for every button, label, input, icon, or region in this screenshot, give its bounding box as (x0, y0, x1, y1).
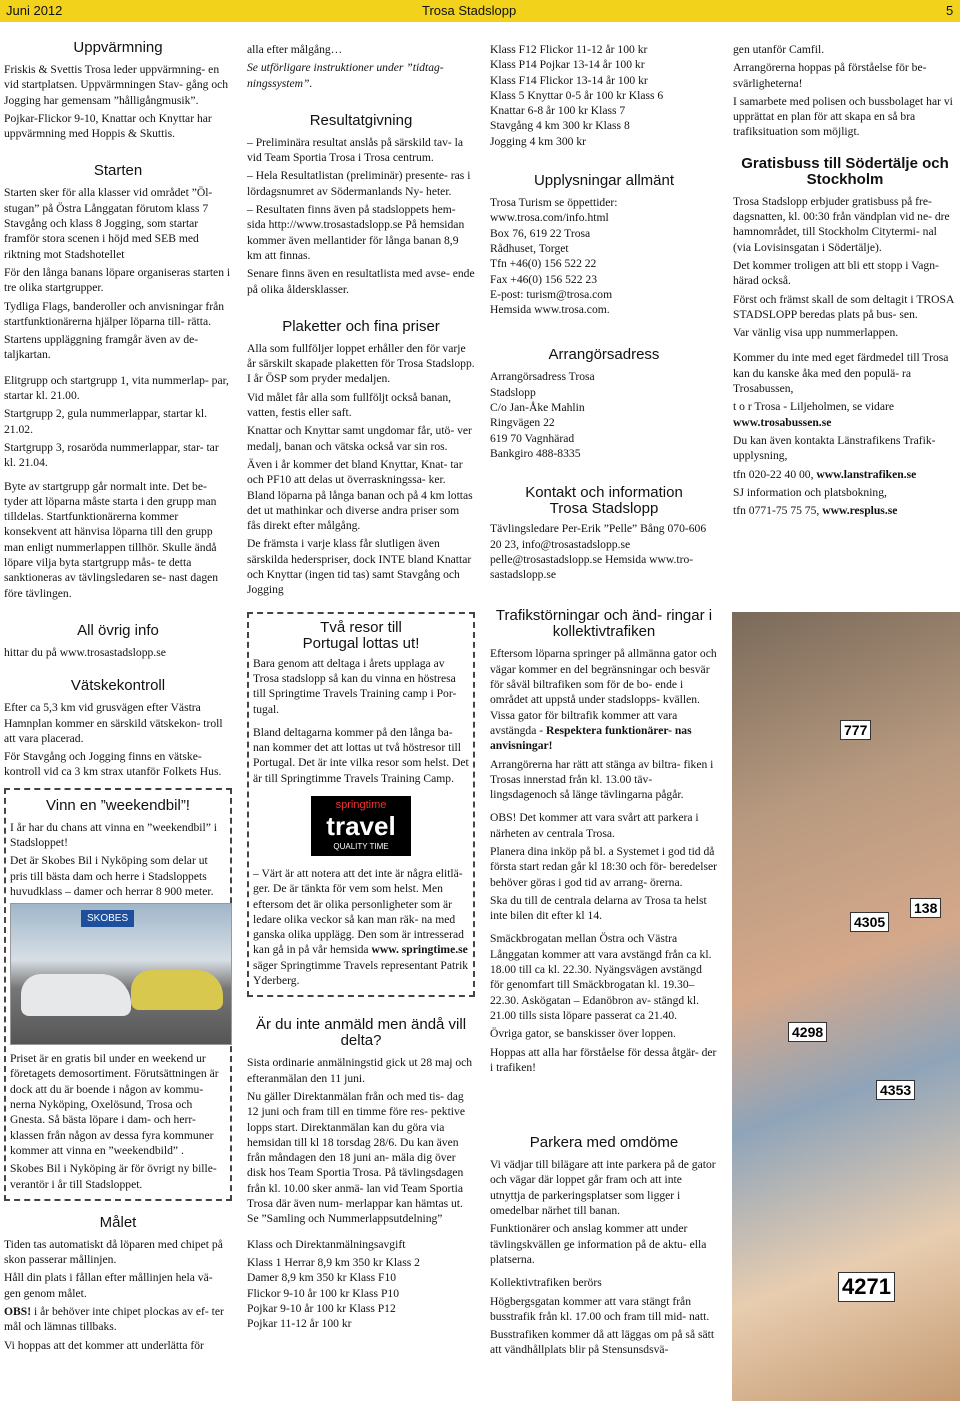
header-date: Juni 2012 (6, 3, 63, 18)
heading-starten: Starten (93, 162, 143, 180)
info-line: Fax +46(0) 156 522 23 (490, 272, 598, 286)
address-line: Arrangörsadress Trosa (490, 370, 595, 384)
logo-bottom: QUALITY TIME (333, 842, 389, 852)
heading-parkera: Parkera med omdöme (529, 1134, 679, 1152)
heading-trafik: Trafikstörningar och änd- ringar i kollektivtrafiken (495, 607, 713, 641)
paragraph: För den långa banans löpare organiseras starten i tre olika startgrupper. (4, 265, 231, 295)
class-fee-line: Klass P14 Pojkar 13-14 år 100 kr (490, 58, 645, 72)
car-dealer-sign: SKOBES (81, 910, 134, 927)
column-2 (247, 42, 475, 1331)
column-4 (733, 42, 957, 521)
trosabussen-link[interactable]: www.trosabussen.se (733, 415, 832, 429)
info-email[interactable]: E-post: turism@trosa.com (490, 287, 613, 301)
class-fee-line: Knattar 6-8 år 100 kr Klass 7 (490, 104, 626, 118)
paragraph: Skobes Bil i Nyköping är för övrigt ny bille- verantör i år till Stadsloppet. (10, 1162, 217, 1191)
heading-resor-2: Portugal lottas ut! (302, 634, 420, 652)
paragraph: Högbergsgatan kommer att vara stängt från busstrafik från kl. 17.00 och fram till mid- natt. (490, 1294, 710, 1323)
paragraph-bold: Respektera funktionärer- nas anvisningar! (490, 723, 692, 753)
runners-photo (732, 612, 960, 1401)
paragraph-text: i år behöver inte chipet plockas av ef- ter mål och lämnas tillbaks. (4, 1305, 224, 1334)
paragraph: Arrangörerna hoppas på förståelse för be- svärligheterna! (733, 61, 927, 90)
column-3 (490, 42, 718, 1361)
resplus-link[interactable]: www.resplus.se (822, 504, 898, 518)
runner-bib: 4353 (876, 1080, 915, 1100)
paragraph: Knattar och Knyttar samt ungdomar får, utö- ver medalj, banan och vätska också var sin ros. (247, 424, 472, 453)
paragraph: För Stavgång och Jogging finns en vätske- kontroll vid ca 3 km strax utanför Folkets Hus. (4, 750, 222, 779)
obs-label: OBS! (4, 1305, 32, 1319)
heading-kontakt-2: Trosa Stadslopp (549, 500, 659, 518)
paragraph: Funktionärer och anslag kommer att under tävlingskvällen ge information på de aktu- ella platserna. (490, 1222, 707, 1266)
paragraph: OBS! Det kommer att vara svårt att parkera i närheten av centrala Trosa. (490, 811, 699, 840)
car-shape-yellow (131, 970, 223, 1010)
paragraph: Du kan även kontakta Länstrafikens Trafik- upplysning, (733, 433, 936, 463)
heading-resultatgivning: Resultatgivning (309, 111, 413, 129)
heading-gratisbuss: Gratisbuss till Södertälje och Stockholm (741, 154, 949, 188)
paragraph: Först och främst skall de som deltagit i TROSA STADSLOPP beredas plats på bus- sen. (733, 292, 954, 321)
heading-plaketter: Plaketter och fina priser (282, 317, 440, 335)
class-fee-line: Klass 5 Knyttar 0-5 år 100 kr Klass 6 (490, 88, 664, 102)
heading-vinn: Vinn en ”weekendbil”! (46, 796, 190, 814)
heading-anmald: Är du inte anmäld men ändå vill delta? (255, 1016, 467, 1050)
class-fee-line: Pojkar 9-10 år 100 kr Klass P12 (247, 1301, 396, 1315)
heading-arrangorsadress: Arrangörsadress (548, 346, 660, 364)
address-line: C/o Jan-Åke Mahlin (490, 401, 585, 415)
paragraph: Smäckbrogatan mellan Östra och Västra Långgatan kommer att vara avstängd från ca kl. 18.00 till ca kl. 22.30. Nyängsvägen avstängd för genomfart till Smäckbrogatan kl. 19.30–22.30. Askögatan – Edanöbron av- stängd kl. 21.00 tills sista löpare passerat ca 21.40. (490, 932, 712, 1022)
paragraph-text: t o r Trosa - Liljeholmen, se vidare (733, 400, 894, 414)
paragraph: I år har du chans att vinna en ”weekendbil” i Stadsloppet! (10, 820, 217, 849)
paragraph: Se utförligare instruktioner under ”tidtag- ningssystem”. (247, 61, 444, 90)
paragraph: Var vänlig visa upp nummerlappen. (733, 326, 899, 340)
info-link[interactable]: Hemsida www.trosa.com. (490, 303, 610, 317)
runner-bib: 4298 (788, 1022, 827, 1042)
logo-top: springtime (335, 798, 387, 811)
paragraph-text: tfn 020-22 40 00, (733, 467, 814, 481)
paragraph: Tydliga Flags, banderoller och anvisningar från startfunktionärerna hjälper löparna till- rätta. (4, 299, 225, 328)
paragraph: Vi hoppas att det kommer att underlätta för (4, 1338, 204, 1352)
paragraph: Starten sker för alla klasser vid området ”Öl- stugan” på Östra Långgatan förutom klass 7 Stavgång och klass 8 Jogging, som startar framför stora scenen i höjd med SEB med riktning mot Stadshotellet (4, 186, 213, 261)
logo-mid: travel (326, 811, 396, 842)
paragraph-text: – Värt är att notera att det inte är några elitlä- ger. De är tänkta för vem som helst. Men eftersom det är olika personligheter som är ledare olika veckor så kan man räk- na med ganska olika upplägg. Den som är intresserad kan gå in på vår hemsida (253, 866, 464, 957)
paragraph: Även i år kommer det bland Knyttar, Knat- tar och PF10 att delas ut överraskningssa- ker. Bland löparna på långa banan och på 4 km lottas det ut mathinkar och diverse andra priser som fås direkt efter målgång. (247, 457, 473, 533)
paragraph: Övriga gator, se banskisser över loppen. (490, 1027, 676, 1041)
car-photo (10, 903, 232, 1045)
paragraph: hittar du på www.trosastadslopp.se (4, 645, 166, 659)
paragraph: Bara genom att deltaga i årets upplaga av Trosa stadslopp så kan du vinna en höstresa till Springtime Travels Training camp i Por- tugal. (253, 656, 457, 716)
paragraph: Nu gäller Direktanmälan från och med tis- dag 12 juni och fram till en timme före res- pektive lopps start. Direktanmälan kan du göra via hemsidan till kl 18 torsdag 28/6. Du kan även från måndagen den 18 juni an- mäla dig över disk hos Team Sportia Trosa. På tävlingsdagen från kl. 10.00 sker anmä- lan vid Team Sportia Trosa där även num- merlappar kan hämtas ut. Se ”Samling och Nummerlappsutdelning” (247, 1089, 465, 1226)
paragraph: Elitgrupp och startgrupp 1, vita nummerlap- par, startar kl. 21.00. (4, 373, 229, 403)
paragraph: Kollektivtrafiken berörs (490, 1276, 602, 1290)
heading-vatskekontroll: Vätskekontroll (70, 677, 166, 695)
paragraph-text: Eftersom löparna springer på allmänna gator och vägar kommer en del begränsningar och besvär för såväl biltrafiken som för de bo- ende i området att uppstå under stadslopps- kvällen. Vissa gator för biltrafik kommer att vara avstängda - (490, 647, 717, 737)
class-fee-line: Jogging 4 km 300 kr (490, 134, 586, 148)
paragraph (733, 503, 957, 518)
paragraph: Trosa Stadslopp erbjuder gratisbuss på fre- dagsnatten, kl. 00:30 från vändplan vid ne- dre hamnområdet, till Stockholm Citytermi- nal (via Lovisinsgatan i Södertälje). (733, 194, 950, 254)
paragraph: Busstrafiken kommer då att läggas om på så sätt att vändhållplats blir på Stensunsdsvä- (490, 1328, 715, 1357)
paragraph: Startens uppläggning framgår även av de- taljkartan. (4, 333, 199, 362)
paragraph (4, 1304, 232, 1335)
paragraph-text: säger Springtimme Travels representant Patrik Yderberg. (253, 958, 469, 988)
paragraph: Senare finns även en resultatlista med avse- ende på olika åldersklasser. (247, 267, 475, 296)
info-line: Tfn +46(0) 156 522 22 (490, 257, 597, 271)
heading-info: All övrig info (77, 621, 159, 639)
paragraph: Kommer du inte med eget färdmedel till Trosa kan du kanske åka med den populä- ra Trosabussen, (733, 351, 949, 396)
paragraph: SJ information och platsbokning, (733, 485, 887, 499)
heading-resor-1: Två resor till (320, 618, 402, 636)
paragraph (733, 467, 957, 482)
paragraph: Håll din plats i fållan efter mållinjen hela vä- gen genom målet. (4, 1271, 213, 1300)
heading-kontakt-1: Kontakt och information (525, 484, 683, 502)
paragraph: Startgrupp 2, gula nummerlappar, startar kl. 21.02. (4, 407, 208, 436)
info-line: Rådhuset, Torget (490, 241, 569, 255)
paragraph: Vi vädjar till bilägare att inte parkera på de gator och vägar där loppet går fram och att inte utnyttja de parkeringsplatser som ligger i omedelbar närhet till banan. (490, 1158, 716, 1218)
paragraph: Det är Skobes Bil i Nyköping som delar ut pris till bästa dam och herre i Stadsloppets huvudklass – damer och herrar 8 900 meter. (10, 854, 214, 898)
paragraph: Arrangörerna har rätt att stänga av biltra- fiken i Trosas innerstad från kl. 13.00 täv- lingsdagenoch så länge tävlingarna pågår. (490, 757, 714, 802)
paragraph: Priset är en gratis bil under en weekend ur företagets demosortiment. Förutsättningen är dock att du är boende i någon av kommu- nerna Nyköping, Oxelösund, Trosa och Gnesta. Så bästa löpare i dam- och herr- klassen från någon av dessa fyra kommuner kommer att vinna en ”weekendbild” . (10, 1052, 219, 1157)
info-line: Trosa Turism se öppettider: (490, 196, 618, 210)
paragraph (490, 646, 718, 753)
runner-bib: 4305 (850, 912, 889, 932)
paragraph: gen utanför Camfil. (733, 43, 825, 56)
paragraph: Byte av startgrupp går normalt inte. Det be- tyder att löparna måste starta i den grupp man tilldelas. Startfunktionärerna kommer konsekvent att hänvisa löparna till den grupp man enligt nummerlappen tillhör. Skulle ändå löpare vilja byta startgrupp mås- te detta sanktioneras av tävlingsledaren se- nast dagen före tävlingen. (4, 479, 219, 600)
class-fee-line: Stavgång 4 km 300 kr Klass 8 (490, 119, 630, 133)
class-fee-line: Flickor 9-10 år 100 kr Klass P10 (247, 1286, 399, 1300)
paragraph: Alla som fullföljer loppet erhåller den för varje år särskilt skapade plaketten för Trosa Stadslopp. I år ÖSP som pryder medaljen. (247, 341, 475, 386)
class-fee-line: Klass 1 Herrar 8,9 km 350 kr Klass 2 (247, 1255, 420, 1269)
class-fee-line: Damer 8,9 km 350 kr Klass F10 (247, 1271, 397, 1285)
springtime-travel-logo (311, 796, 411, 856)
paragraph: Startgrupp 3, rosaröda nummerlappar, star- tar kl. 21.04. (4, 440, 219, 470)
paragraph: Hoppas att alla har förståelse för dessa åtgär- der i trafiken! (490, 1045, 717, 1074)
paragraph (253, 866, 469, 988)
page-header (0, 0, 960, 22)
paragraph (733, 399, 957, 430)
paragraph: Efter ca 5,3 km vid grusvägen efter Västra Hamnplan kommer en särskild vätskekon- troll att vara placerad. (4, 701, 223, 745)
paragraph: alla efter målgång… (247, 43, 343, 56)
paragraph: – Resultaten finns även på stadsloppets hem- sida http://www.trosastadslopp.se På hemsidan kommer även mellantider för långa banan 8,9 km att finnas. (247, 203, 465, 262)
springtime-link[interactable]: www. springtime.se (371, 943, 468, 957)
heading-uppvarmning: Uppvärmning (73, 39, 163, 56)
address-line: Ringvägen 22 (490, 416, 555, 430)
paragraph: Friskis & Svettis Trosa leder uppvärmning- en vid startplatsen. Uppvärmningen Stav- gång och Jogging har gemensam ”hålligångmusik”. (4, 63, 229, 107)
class-fee-line: Pojkar 11-12 år 100 kr (247, 1317, 352, 1331)
paragraph: Det kommer troligen att bli ett stopp i Vagn- härad också. (733, 258, 939, 288)
lanstrafiken-link[interactable]: www.lanstrafiken.se (816, 467, 917, 481)
paragraph: I samarbete med polisen och bussbolaget har vi upprättat en plan för att skapa en så bra trafiksituation som möjligt. (733, 94, 953, 139)
address-line: 619 70 Vagnhärad (490, 431, 575, 445)
paragraph: Bland deltagarna kommer på den långa ba- nan kommer det att lottas ut två höstresor till Portugal. Det är inte vilka resor som helst. Det är till Springtimme Travels Training Camp. (253, 725, 469, 785)
runner-bib: 138 (910, 898, 941, 918)
class-fee-line: Klass F12 Flickor 11-12 år 100 kr (490, 43, 648, 56)
header-page-number: 5 (946, 3, 954, 18)
car-shape-white (21, 974, 131, 1016)
info-line: Box 76, 619 22 Trosa (490, 226, 591, 240)
address-line: Stadslopp (490, 385, 536, 399)
paragraph: Pojkar-Flickor 9-10, Knattar och Knyttar har uppvärmning med Hoppis & Skuttis. (4, 111, 212, 141)
class-fee-line: Klass F14 Flickor 13-14 år 100 kr (490, 73, 648, 87)
paragraph: Tiden tas automatiskt då löparen med chipet på skon passerar mållinjen. (4, 1237, 223, 1267)
header-title: Trosa Stadslopp (422, 3, 517, 18)
paragraph: Klass och Direktanmälningsavgift (247, 1237, 406, 1251)
paragraph: De främsta i varje klass får slutligen även särskilda hederspriser, dock INTE bland Knattar och Knyttar (ingen tid tas) samt Stavgång och Jogging (247, 537, 472, 597)
paragraph: – Preliminära resultat anslås på särskild tav- la vid Team Sportia Trosa i Trosa centrum. (247, 135, 464, 165)
column-1 (4, 40, 232, 1356)
runner-bib: 777 (840, 720, 871, 740)
paragraph: Planera dina inköp på bl. a Systemet i god tid då första start redan går kl 18:30 och för- beredelser behöver göras i god tid av arrang- örerna. (490, 844, 718, 889)
address-line: Bankgiro 488-8335 (490, 446, 581, 460)
paragraph: Ska du till de centrala delarna av Trosa ta helst inte bilen dit efter kl 14. (490, 893, 707, 923)
paragraph: – Hela Resultatlistan (preliminär) presente- ras i lördagsnumret av Södermanlands Ny- heter. (247, 169, 471, 198)
paragraph-text: tfn 0771-75 75 75, (733, 504, 820, 518)
paragraph: Vid målet får alla som fullföljt också banan, vatten, festis eller saft. (247, 390, 452, 420)
paragraph: Tävlingsledare Per-Erik ”Pelle” Bång 070-606 20 23, info@trosastadslopp.se pelle@trosastadslopp.se Hemsida www.tro- sastadslopp.se (490, 522, 707, 582)
portugal-box (247, 612, 475, 998)
weekendbil-box (4, 788, 232, 1201)
info-link[interactable]: www.trosa.com/info.html (490, 211, 609, 225)
heading-malet: Målet (99, 1213, 137, 1231)
heading-upplysningar: Upplysningar allmänt (533, 172, 675, 190)
runner-bib: 4271 (838, 1272, 895, 1302)
paragraph: Sista ordinarie anmälningstid gick ut 28 maj och efteranmälan den 11 juni. (247, 1056, 473, 1085)
